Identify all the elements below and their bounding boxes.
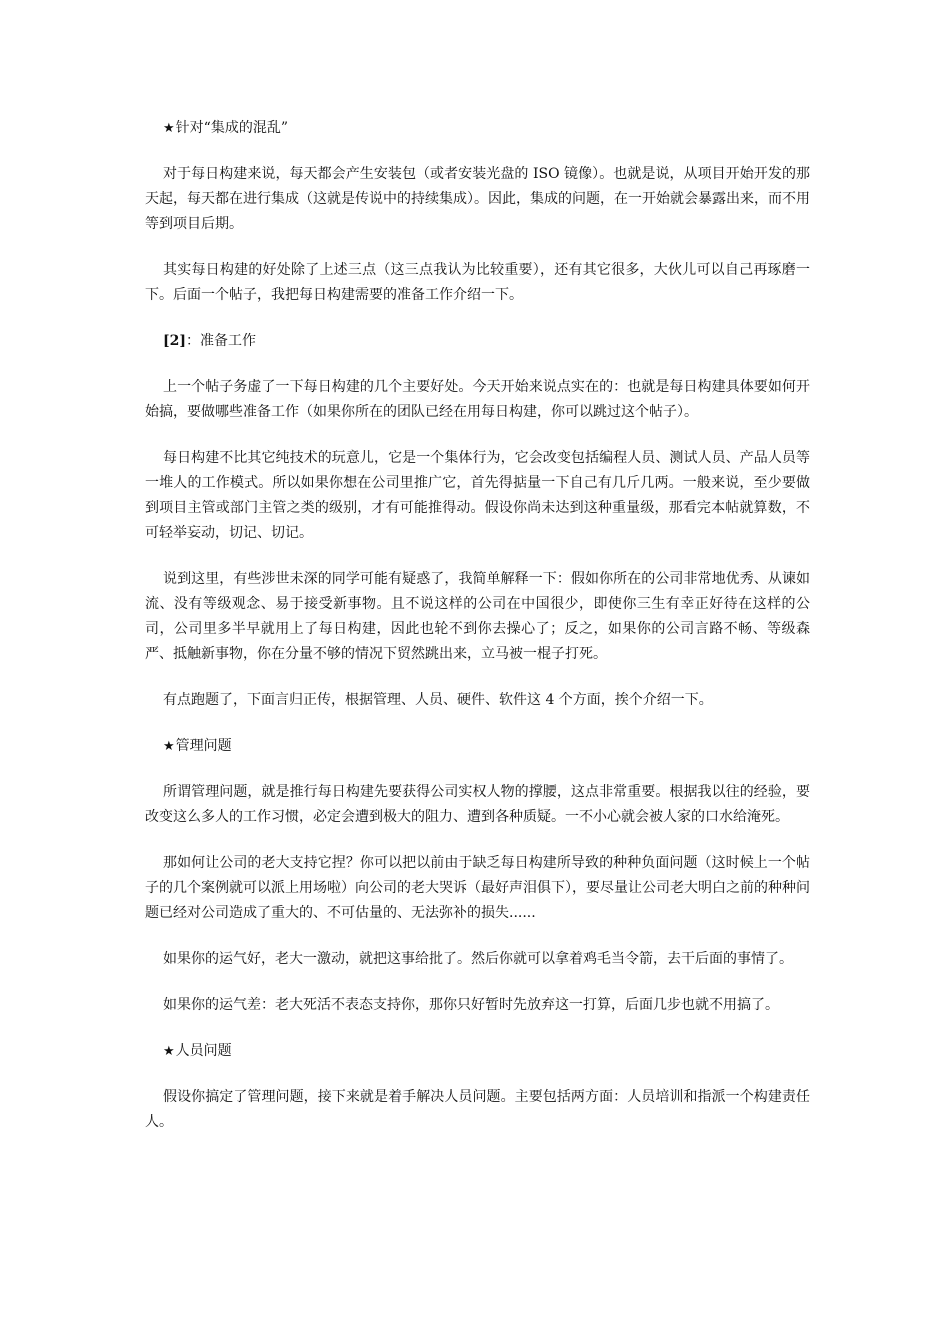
paragraph — [145, 567, 810, 667]
star-icon: ★ — [163, 1044, 175, 1059]
paragraph-text: 如果你的运气好，老大一激动，就把这事给批了。然后你就可以拿着鸡毛当令箭，去干后面的事情了。 — [163, 951, 793, 967]
paragraph — [145, 780, 810, 830]
paragraph — [145, 375, 810, 425]
paragraph — [145, 851, 810, 926]
paragraph-text: 所谓管理问题，就是推行每日构建先要获得公司实权人物的撑腰，这点非常重要。根据我以往的经验，要改变这么多人的工作习惯，必定会遭到极大的阻力、遭到各种质疑。一不小心就会被人家的口水给淹死。 — [145, 784, 810, 825]
paragraph — [145, 947, 810, 972]
heading-text: ：准备工作 — [186, 333, 256, 349]
section-heading-integration — [145, 116, 810, 141]
paragraph-text: 每日构建不比其它纯技术的玩意儿，它是一个集体行为，它会改变包括编程人员、测试人员、产品人员等一堆人的工作模式。所以如果你想在公司里推广它，首先得掂量一下自己有几斤几两。一般来说，至少要做到项目主管或部门主管之类的级别，才有可能推得动。假设你尚未达到这种重量级，那看完本帖就算数，不可轻举妄动，切记、切记。 — [145, 450, 810, 541]
paragraph-text: 假设你搞定了管理问题，接下来就是着手解决人员问题。主要包括两方面：人员培训和指派一个构建责任人。 — [145, 1089, 810, 1130]
paragraph-text: 如果你的运气差：老大死活不表态支持你，那你只好暂时先放弃这一打算，后面几步也就不用搞了。 — [163, 997, 779, 1013]
section-heading-people — [145, 1039, 810, 1064]
star-icon: ★ — [163, 121, 175, 136]
section-number: [2] — [163, 333, 186, 349]
heading-text: 管理问题 — [175, 738, 232, 754]
paragraph — [145, 1085, 810, 1135]
heading-text: 针对“集成的混乱” — [175, 120, 288, 136]
star-icon: ★ — [163, 739, 175, 754]
paragraph-text: 说到这里，有些涉世未深的同学可能有疑惑了，我简单解释一下：假如你所在的公司非常地优秀、从谏如流、没有等级观念、易于接受新事物。且不说这样的公司在中国很少，即使你三生有幸正好待在这样的公司，公司里多半早就用上了每日构建，因此也轮不到你去操心了；反之，如果你的公司言路不畅、等级森严、抵触新事物，你在分量不够的情况下贸然跳出来，立马被一棍子打死。 — [145, 571, 810, 662]
paragraph — [145, 258, 810, 308]
document-page — [145, 116, 810, 1156]
paragraph-text: 那如何让公司的老大支持它捏？你可以把以前由于缺乏每日构建所导致的种种负面问题（这时候上一个帖子的几个案例就可以派上用场啦）向公司的老大哭诉（最好声泪俱下），要尽量让公司老大明白之前的种种问题已经对公司造成了重大的、不可估量的、无法弥补的损失...... — [145, 855, 810, 921]
section-heading-preparation — [145, 329, 810, 354]
paragraph — [145, 162, 810, 237]
paragraph-text: 有点跑题了，下面言归正传，根据管理、人员、硬件、软件这 4 个方面，挨个介绍一下。 — [163, 692, 713, 708]
paragraph — [145, 993, 810, 1018]
section-heading-management — [145, 734, 810, 759]
paragraph — [145, 446, 810, 546]
heading-text: 人员问题 — [175, 1043, 232, 1059]
paragraph-text: 对于每日构建来说，每天都会产生安装包（或者安装光盘的 ISO 镜像）。也就是说，从项目开始开发的那天起，每天都在进行集成（这就是传说中的持续集成）。因此，集成的问题，在一开始就会暴露出来，而不用等到项目后期。 — [145, 166, 810, 232]
paragraph-text: 上一个帖子务虚了一下每日构建的几个主要好处。今天开始来说点实在的：也就是每日构建具体要如何开始搞，要做哪些准备工作（如果你所在的团队已经在用每日构建，你可以跳过这个帖子）。 — [145, 379, 810, 420]
paragraph — [145, 688, 810, 713]
paragraph-text: 其实每日构建的好处除了上述三点（这三点我认为比较重要），还有其它很多，大伙儿可以自己再琢磨一下。后面一个帖子，我把每日构建需要的准备工作介绍一下。 — [145, 262, 810, 303]
